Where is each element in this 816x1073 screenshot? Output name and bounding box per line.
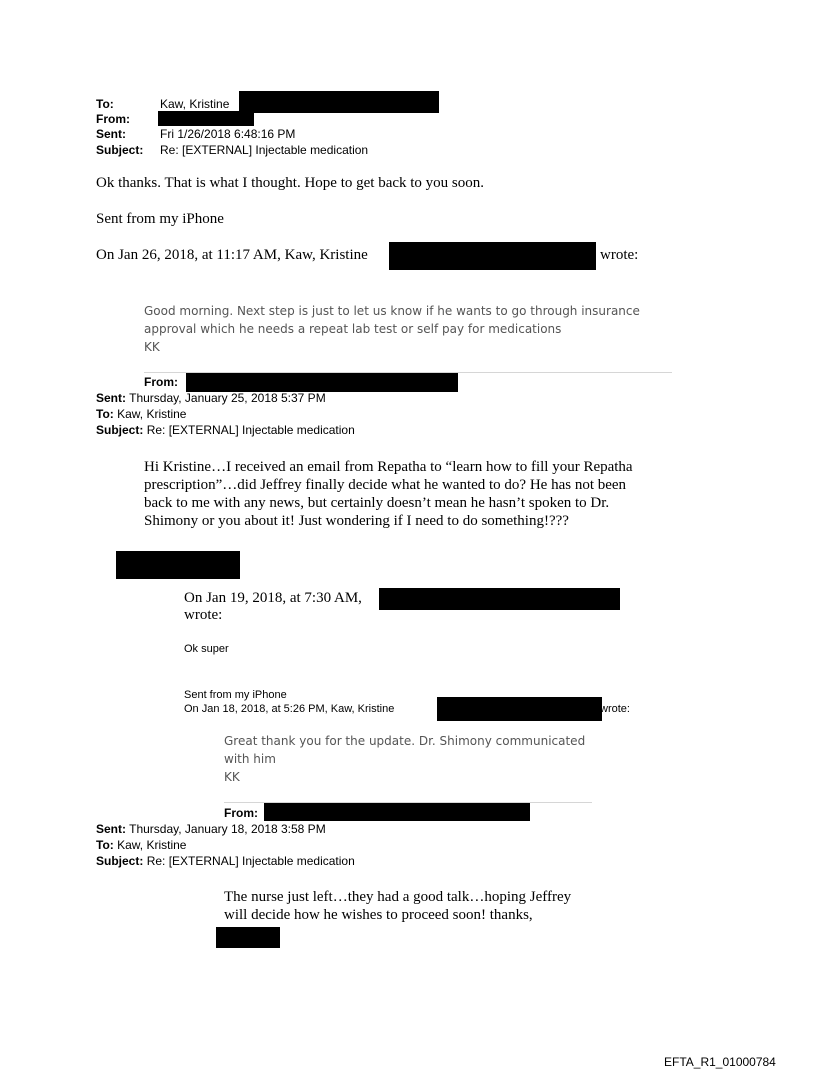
to-label: To:	[96, 838, 114, 852]
quote-attribution-suffix: wrote:	[184, 607, 223, 623]
subject-label: Subject:	[96, 423, 144, 437]
from-label: From:	[96, 112, 130, 126]
message-line: will decide how he wishes to proceed soon! thanks,	[224, 907, 533, 923]
redaction-bar	[389, 242, 596, 270]
quote-attribution: On Jan 19, 2018, at 7:30 AM,	[184, 590, 362, 606]
subject-value: Re: [EXTERNAL] Injectable medication	[160, 143, 369, 157]
redaction-bar	[158, 111, 254, 126]
redaction-bar	[379, 588, 620, 610]
message-line: Hi Kristine…I received an email from Repatha to “learn how to fill your Repatha	[144, 459, 633, 475]
from-label: From:	[224, 806, 258, 820]
redaction-bar	[437, 697, 602, 721]
quoted-body: Ok super	[184, 643, 229, 655]
quoted-signature: Sent from my iPhone	[184, 689, 287, 701]
quote-attribution: On Jan 26, 2018, at 11:17 AM, Kaw, Kristine	[96, 247, 368, 263]
to-line	[96, 838, 186, 852]
subject-label: Subject:	[96, 143, 144, 157]
quoted-line: approval which he needs a repeat lab test or self pay for medications	[144, 322, 562, 336]
sent-label: Sent:	[96, 822, 126, 836]
sent-label: Sent:	[96, 127, 126, 141]
quote-attribution: On Jan 18, 2018, at 5:26 PM, Kaw, Kristine	[184, 703, 395, 715]
quote-attribution-suffix: wrote:	[600, 703, 630, 715]
document-id: EFTA_R1_01000784	[664, 1055, 776, 1069]
subject-line	[96, 423, 355, 437]
sent-label: Sent:	[96, 391, 126, 405]
quoted-initials: KK	[144, 340, 160, 354]
redaction-bar	[264, 803, 530, 821]
to-value: Kaw, Kristine	[160, 97, 230, 111]
to-value: Kaw, Kristine	[117, 838, 187, 852]
to-label: To:	[96, 97, 114, 111]
subject-value: Re: [EXTERNAL] Injectable medication	[146, 854, 355, 868]
subject-label: Subject:	[96, 854, 144, 868]
to-value: Kaw, Kristine	[117, 407, 187, 421]
quoted-line: Great thank you for the update. Dr. Shimony communicated	[224, 734, 586, 748]
message-line: The nurse just left…they had a good talk…hoping Jeffrey	[224, 889, 572, 905]
message-line: Shimony or you about it! Just wondering if I need to do something!???	[144, 513, 569, 529]
redaction-bar	[239, 91, 439, 113]
redaction-bar	[216, 927, 280, 948]
reply-body: Ok thanks. That is what I thought. Hope to get back to you soon.	[96, 175, 485, 191]
quoted-line: with him	[224, 752, 276, 766]
sent-value: Fri 1/26/2018 6:48:16 PM	[160, 127, 296, 141]
sent-line	[96, 391, 326, 405]
quoted-line: Good morning. Next step is just to let us know if he wants to go through insurance	[144, 304, 640, 318]
to-label: To:	[96, 407, 114, 421]
message-line: back to me with any news, but certainly doesn’t mean he hasn’t spoken to Dr.	[144, 495, 610, 511]
to-line	[96, 407, 186, 421]
sent-line	[96, 822, 326, 836]
subject-value: Re: [EXTERNAL] Injectable medication	[146, 423, 355, 437]
sent-value: Thursday, January 18, 2018 3:58 PM	[129, 822, 326, 836]
redaction-bar	[116, 551, 240, 579]
subject-line	[96, 854, 355, 868]
redaction-bar	[186, 373, 458, 392]
message-line: prescription”…did Jeffrey finally decide what he wanted to do? He has not been	[144, 477, 627, 493]
quote-attribution-suffix: wrote:	[600, 247, 639, 263]
from-label: From:	[144, 375, 178, 389]
sent-value: Thursday, January 25, 2018 5:37 PM	[129, 391, 326, 405]
reply-signature: Sent from my iPhone	[96, 211, 224, 227]
quoted-initials: KK	[224, 770, 240, 784]
